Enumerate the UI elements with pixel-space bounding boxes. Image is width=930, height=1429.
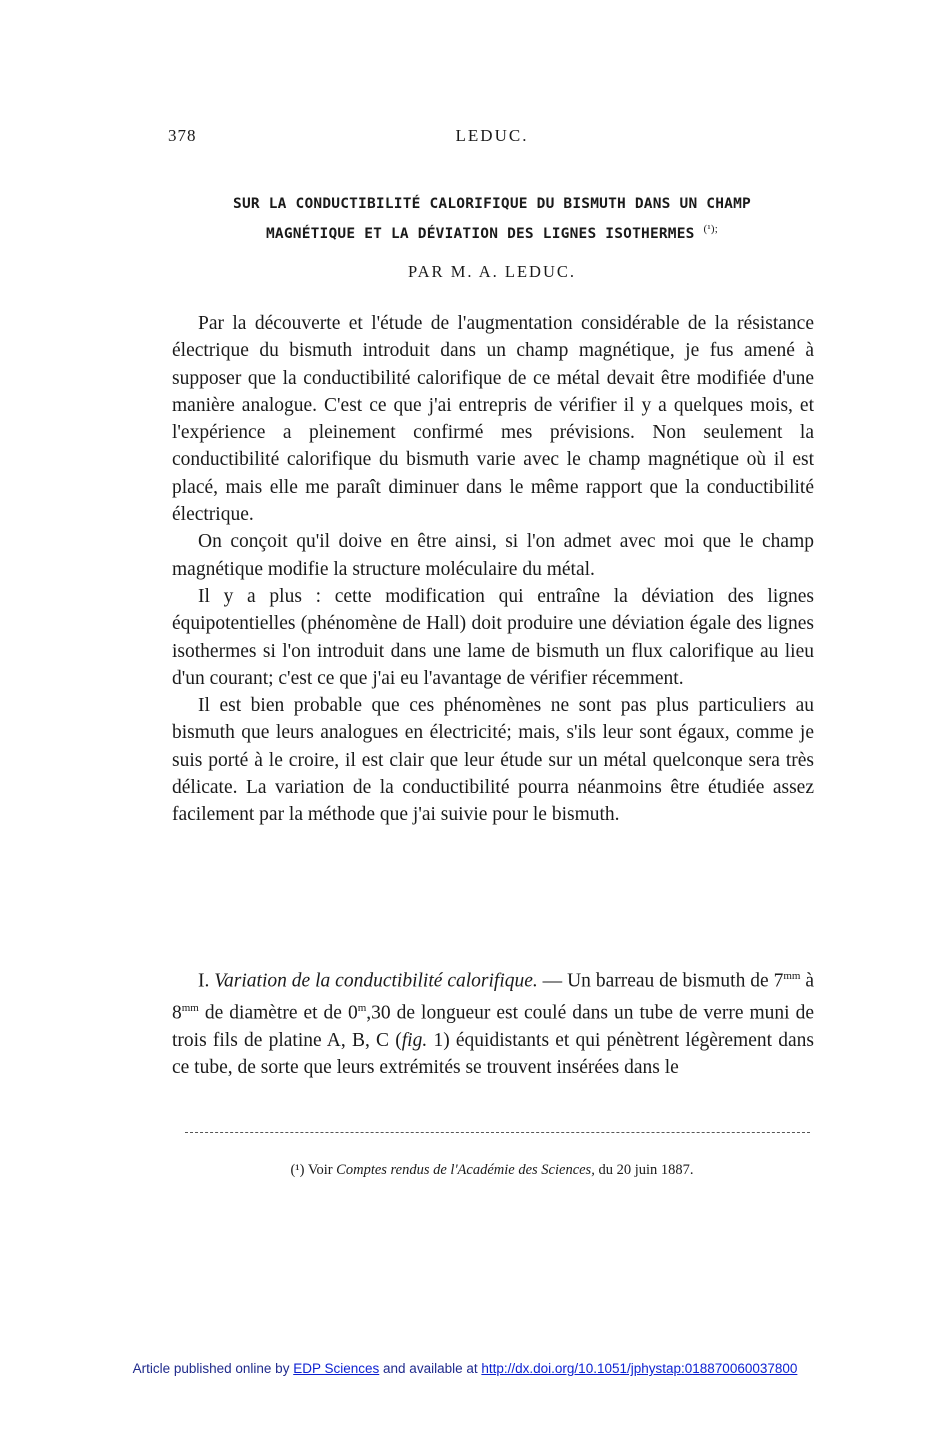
title-line-1: SUR LA CONDUCTIBILITÉ CALORIFIQUE DU BISMUTH DANS UN CHAMP [233, 196, 751, 212]
section-text: de diamètre et de 0 [198, 1002, 358, 1024]
footnote-journal: Comptes rendus de l'Académie des Sciences, [336, 1162, 595, 1178]
author-line: PAR M. A. LEDUC. [407, 262, 576, 281]
paragraph: Il est bien probable que ces phénomènes ne sont pas plus particuliers au bismuth que leurs analogues en électricité; mais, s'ils leur sont égaux, comme je suis porté à le croire, il est clair que leur étude sur un métal quelconque sera très délicate. La variation de la conductibilité pourra néanmoins être étudiée assez facilement par la méthode que j'ai suivie pour le bismuth. [172, 695, 814, 826]
publisher-link[interactable]: EDP Sciences [293, 1361, 380, 1376]
title-line-2-text: MAGNÉTIQUE ET LA DÉVIATION DES LIGNES ISOTHERMES [265, 225, 695, 242]
article-title [168, 192, 816, 247]
doi-link[interactable]: http://dx.doi.org/10.1051/jphystap:018870060037800 [481, 1361, 798, 1376]
banner-middle: and available at [383, 1361, 478, 1376]
running-head: LEDUC. [455, 126, 529, 145]
section-text: à 8 [172, 970, 815, 1024]
title-line-2 [168, 217, 816, 247]
page-number: 378 [168, 126, 197, 145]
section-text: 1) équidistants et qui pénètrent légèrement dans ce tube, de sorte que leurs extrémités se trouvent insérées dans le [172, 1029, 814, 1078]
section-paragraph [172, 963, 814, 1081]
section-text: ,30 de longueur est coulé dans un tube de verre muni de trois fils de platine A, B, C ( [172, 1002, 814, 1051]
paragraph: Il y a plus : cette modification qui entraîne la déviation des lignes équipotentielles (phénomène de Hall) doit produire une déviation égale des lignes isothermes si l'on introduit dans une lame de bismuth un flux calorifique au lieu d'un courant; c'est ce que j'ai eu l'avantage de vérifier récemment. [172, 585, 814, 689]
page-header [168, 126, 816, 148]
footnote [168, 1162, 816, 1179]
paragraph: Par la découverte et l'étude de l'augmentation considérable de la résistance électrique du bismuth introduit dans un champ magnétique, je fus amené à supposer que la conductibilité calorifique de ce métal devait être modifiée d'une manière analogue. C'est ce que j'ai entrepris de vérifier il y a quelques mois, et l'expérience a pleinement confirmé mes prévisions. Non seulement la conductibilité calorifique du bismuth varie avec le champ magnétique où il est placé, mais elle me paraît diminuer dans le même rapport que la conductibilité électrique. [172, 313, 814, 526]
banner-prefix: Article published online by [132, 1361, 290, 1376]
paragraph: On conçoit qu'il doive en être ainsi, si l'on admet avec moi que le champ magnétique modifie la structure moléculaire du métal. [172, 531, 814, 580]
publication-banner [0, 1361, 930, 1376]
footnote-marker: (¹) Voir [290, 1162, 333, 1178]
figure-reference: fig. [401, 1029, 428, 1051]
title-footnote-marker: (¹); [703, 223, 719, 235]
unit-superscript: m [357, 1001, 367, 1014]
section-number: I. [198, 970, 210, 992]
footnote-divider [185, 1132, 810, 1133]
unit-superscript: mm [181, 1001, 199, 1014]
unit-superscript: mm [783, 970, 801, 982]
section-heading: Variation de la conductibilité calorifique. [214, 970, 538, 992]
section-1 [172, 963, 814, 1081]
article-body [172, 310, 814, 829]
footnote-rest: du 20 juin 1887. [598, 1162, 694, 1178]
section-text: — Un barreau de bismuth de 7 [537, 970, 784, 992]
